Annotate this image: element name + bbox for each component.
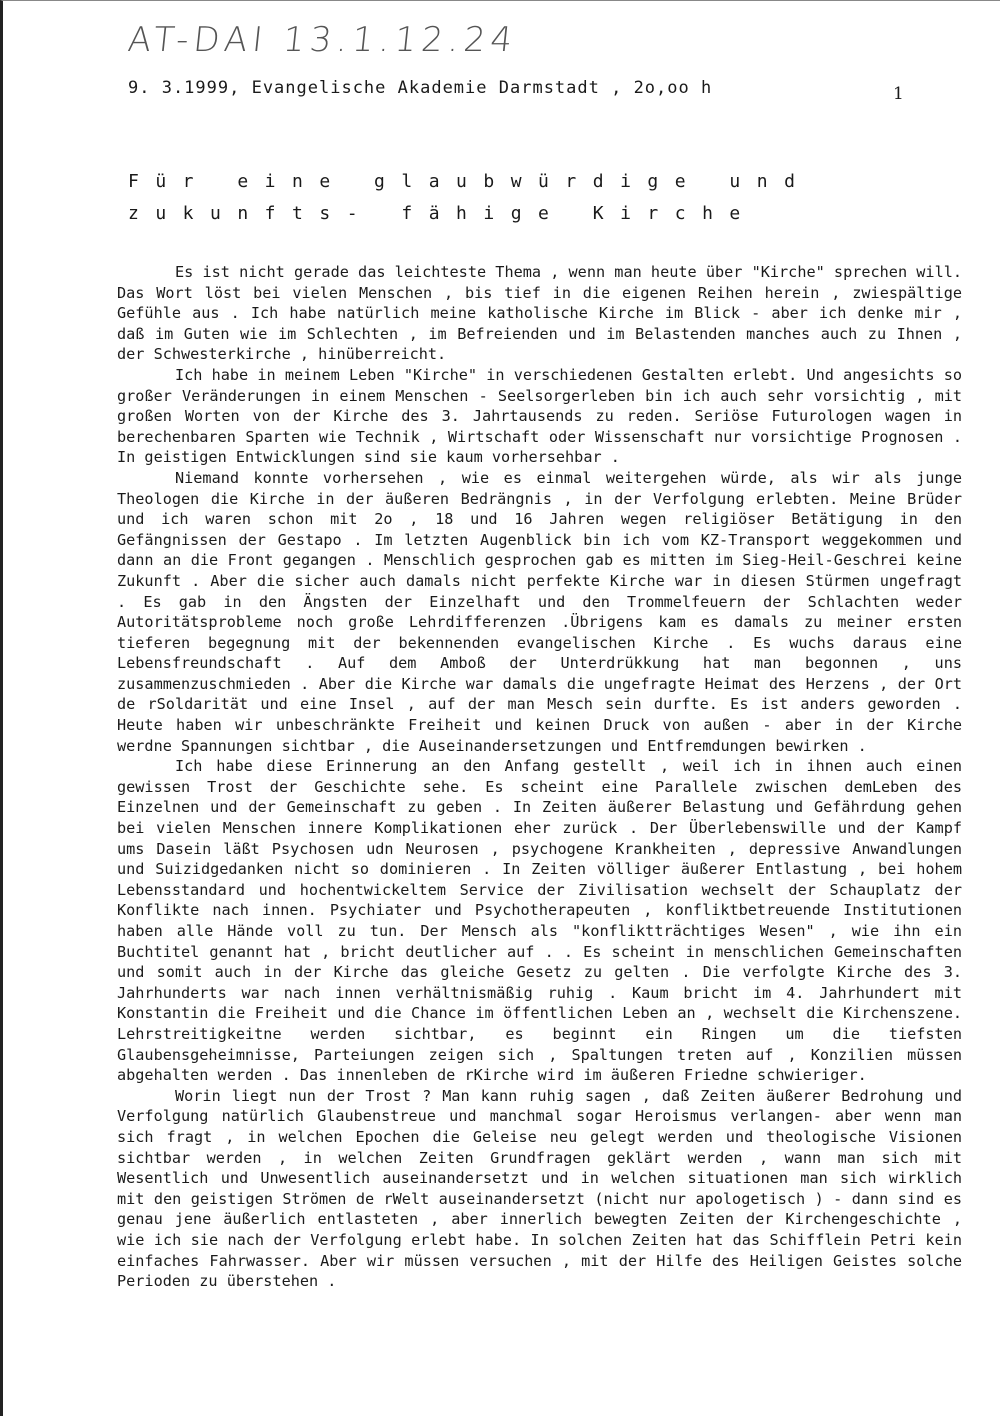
document-title: Für eine glaubwürdige und zukunfts- fähige Kirche — [128, 171, 812, 224]
paragraph: Worin liegt nun der Trost ? Man kann ruhig sagen , daß Zeiten äußerer Bedrohung und Verfolgung natürlich Glaubenstreue und manchmal sogar Heroismus verlangen- aber wenn man sich fragt , in welchen Epochen die Geleise neu gelegt werden und theologische Visionen sichtbar werden , in welchen Zeiten Grundfragen geklärt werden , wann man sich mit Wesentlich und Unwesentlich auseinandersetzt und in welchen situationen man sich wirklich mit den geistigen Strömen de rWelt auseinandersetzt (nicht nur apologetisch ) - dann sind es genau jene äußerlich entlasteten , aber innerlich bewegten Zeiten der Kirchengeschichte , wie ich sie nach der Verfolgung erlebt habe. In solchen Zeiten hat das Schifflein Petri kein einfaches Fahrwasser. Aber wir müssen versuchen , mit der Hilfe des Heiligen Geistes solche Perioden zu überstehen . — [117, 1086, 962, 1291]
paragraph: Ich habe diese Erinnerung an den Anfang gestellt , weil ich in ihnen auch einen gewissen Trost der Geschichte sehe. Es scheint eine Parallele zwischen demLeben des Einzelnen und der Gemeinschaft zu geben . In Zeiten äußerer Belastung und Gefährdung gehen bei vielen Menschen innere Komplikationen eher zurück . Der Überlebenswille und der Kampf ums Dasein läßt Psychosen udn Neurosen , psychogene Krankheiten , depressive Anwandlungen und Suizidgedanken nicht so dominieren . In Zeiten völliger äußerer Entlastung , bei hohem Lebensstandard und hochentwickeltem Service der Zivilisation wechselt der Schauplatz der Konflikte nach innen. Psychiater und Psychotherapeuten , konfliktbetreuende Institutionen haben alle Hände voll zu tun. Der Mensch als "konfliktträchtiges Wesen" , wie ihn ein Buchtitel genannt hat , bricht deutlicher auf . . Es scheint in menschlichen Gemeinschaften und somit auch in der Kirche das gleiche Gesetz zu gelten . Die verfolgte Kirche des 3. Jahrhunderts war nach innen verhältnismäßig ruhig . Kaum bricht im 4. Jahrhundert mit Konstantin die Freiheit und die Chance im öffentlichen Leben an , wechselt die Kirchenszene. Lehrstreitigkeitne werden sichtbar, es beginnt ein Ringen um die tiefsten Glaubensgeheimnisse, Parteiungen zeigen sich , Spaltungen treten auf , Konzilien müssen abgehalten werden . Das innenleben de rKirche wird im äußeren Friedne schwieriger. — [117, 757, 962, 1085]
paragraph: Ich habe in meinem Leben "Kirche" in verschiedenen Gestalten erlebt. Und angesichts so großer Veränderungen in einem Menschen - Seelsorgerleben bin ich auch sehr vorsichtig , mit großen Worten von der Kirche des 3. Jahrtausends zu reden. Seriöse Futurologen wagen in berechenbaren Sparten wie Technik , Wirtschaft oder Wissenschaft nur vorsichtige Prognosen . In geistigen Entwicklungen sind sie kaum vorhersehbar . — [117, 365, 962, 467]
paragraph: Niemand konnte vorhersehen , wie es einmal weitergehen würde, als wir als junge Theologen die Kirche in der äußeren Bedrängnis , in der Verfolgung erlebten. Meine Brüder und ich waren schon mit 2o , 18 und 16 Jahren wegen religiöser Betätigung in den Gefängnissen der Gestapo . Im letzten Augenblick bin ich vom KZ-Transport weggekommen und dann an die Front gegangen . Menschlich gesprochen gab es mitten im Sieg-Heil-Geschrei keine Zukunft . Aber die sicher auch damals nicht perfekte Kirche war in diesen Stürmen ungefragt . Es gab in den Ängsten der Einzelhaft und den Trommelfeuern der Schlachten weder Autoritätsprobleme noch große Lehrdifferenzen .Übrigens kam es damals zu meiner ersten tieferen begegnung mit der bekennenden evangelischen Kirche . Es wuchs daraus eine Lebensfreundschaft . Auf dem Amboß der Unterdrükkung hat man begonnen , uns zusammenzuschmieden . Aber die Kirche war damals die ungefragte Heimat des Herzens , der Ort de rSoldarität und eine Insel , auf der man Mesch sein durfte. Es ist anders geworden . Heute haben wir unbeschränkte Freiheit und keinen Druck von außen - aber in der Kirche werdne Spannungen sichtbar , die Auseinandersetzungen und Entfremdungen bewirken . — [117, 468, 962, 755]
paragraph: Es ist nicht gerade das leichteste Thema , wenn man heute über "Kirche" sprechen will. Das Wort löst bei vielen Menschen , bis tief in die eigenen Reihen herein , zwiespältige Gefühle aus . Ich habe natürlich meine katholische Kirche im Blick - aber ich denke mir , daß im Guten wie im Schlechten , im Befreienden und im Belastenden manches auch zu Ihnen , der Schwesterkirche , hinüberreicht. — [117, 263, 962, 364]
archive-stamp: AT-DAI 13.1.12.24 — [125, 20, 520, 60]
page-number: 1 — [893, 84, 904, 104]
body-text — [117, 262, 962, 1292]
document-header: 9. 3.1999, Evangelische Akademie Darmstadt , 2o,oo h — [128, 78, 713, 98]
